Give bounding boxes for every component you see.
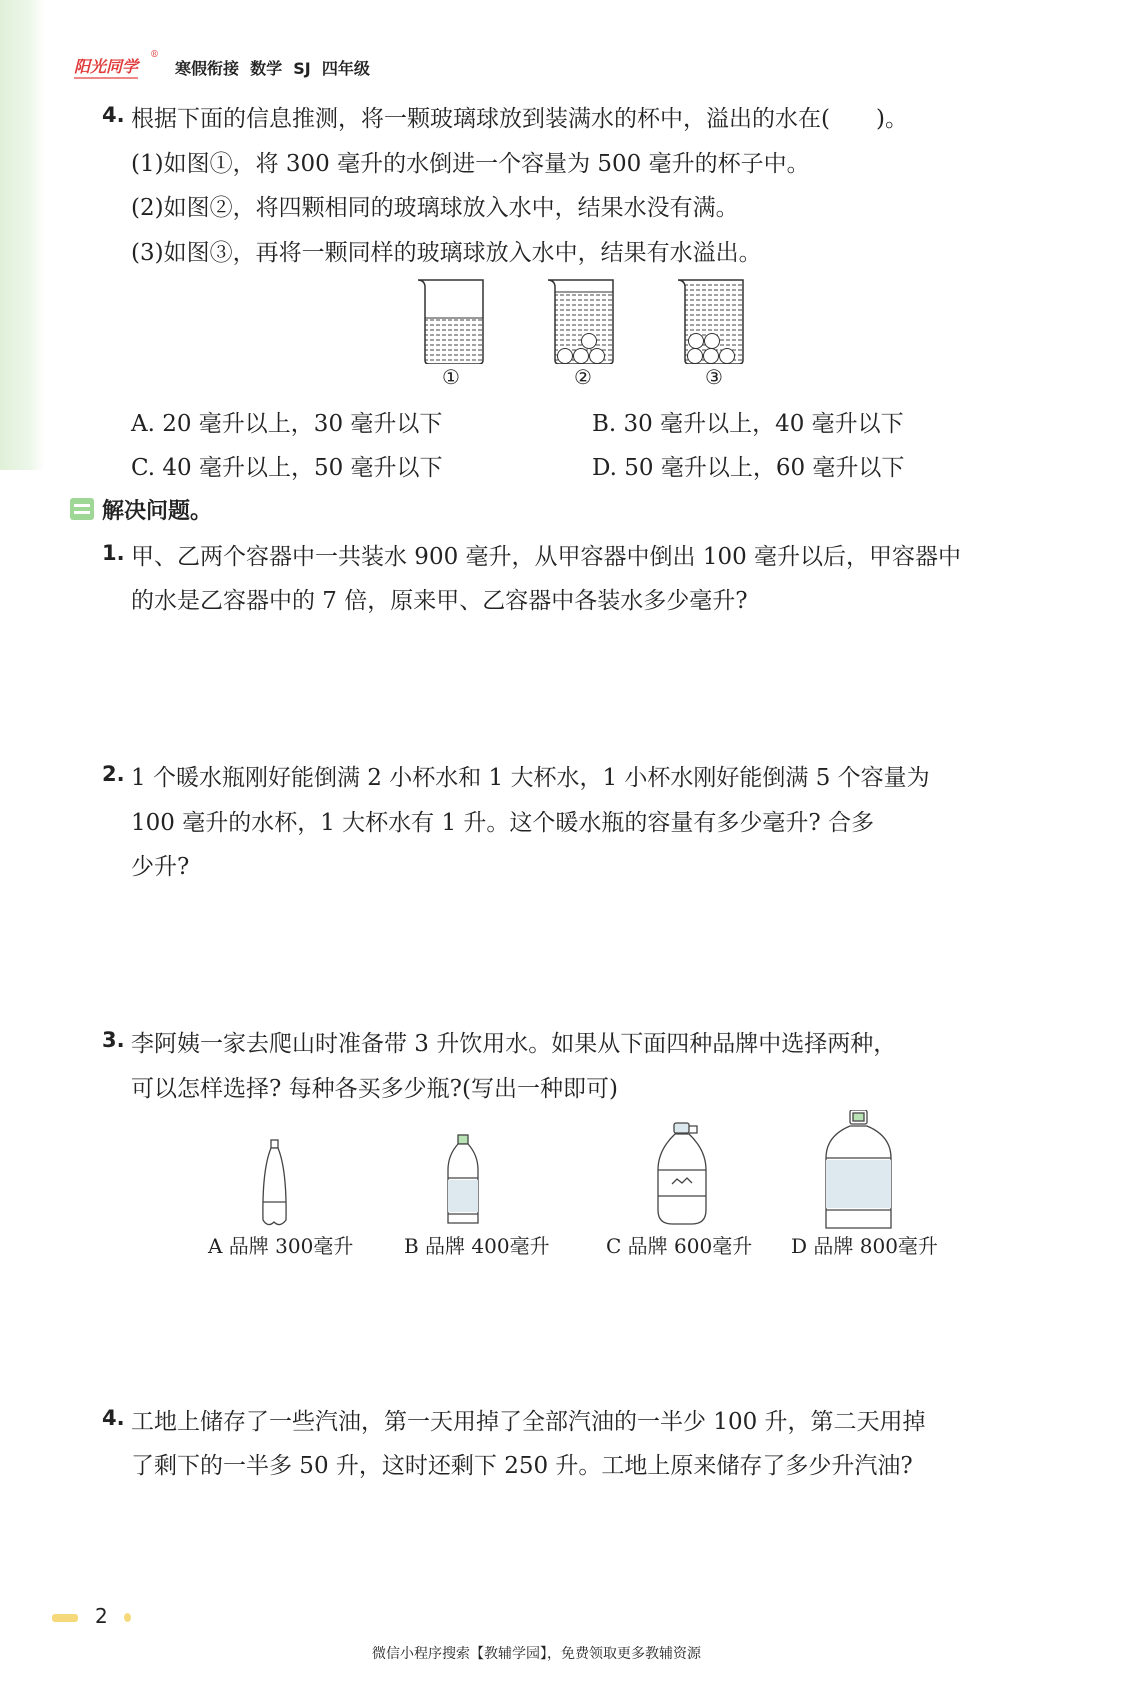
problem-3-line-1: 李阿姨一家去爬山时准备带 3 升饮用水。如果从下面四种品牌中选择两种， — [131, 1031, 897, 1057]
beaker-2 — [548, 280, 613, 364]
bottle-label-a: A 品牌 300毫升 — [208, 1234, 354, 1258]
book-title: 寒假衔接 数学 SJ 四年级 — [175, 59, 370, 78]
problem-4-line-1: 工地上储存了一些汽油，第一天用掉了全部汽油的一半少 100 升，第二天用掉 — [131, 1409, 926, 1435]
problem-2-line-1: 1 个暖水瓶刚好能倒满 2 小杯水和 1 大杯水，1 小杯水刚好能倒满 5 个容量为 — [131, 765, 930, 791]
question-number: 4. — [102, 103, 125, 127]
option-c: C. 40 毫升以上，50 毫升以下 — [131, 455, 443, 481]
condition-3: (3)如图③，再将一颗同样的玻璃球放入水中，结果有水溢出。 — [131, 240, 762, 266]
problem-2-line-2: 100 毫升的水杯，1 大杯水有 1 升。这个暖水瓶的容量有多少毫升? 合多 — [131, 810, 875, 836]
beaker-figures — [410, 272, 770, 364]
problem-2-number: 2. — [102, 762, 125, 786]
problem-1-line-1: 甲、乙两个容器中一共装水 900 毫升，从甲容器中倒出 100 毫升以后，甲容器中 — [131, 544, 962, 570]
bottle-d — [826, 1110, 891, 1228]
problem-4-line-2: 了剩下的一半多 50 升，这时还剩下 250 升。工地上原来储存了多少升汽油? — [131, 1453, 913, 1479]
beaker-1 — [418, 280, 483, 364]
page-number-decoration — [52, 1614, 78, 1622]
registered-mark: ® — [150, 50, 159, 60]
figure-label-2: ② — [574, 365, 592, 389]
figure-label-1: ① — [442, 365, 460, 389]
problem-1-line-2: 的水是乙容器中的 7 倍，原来甲、乙容器中各装水多少毫升? — [131, 588, 748, 614]
condition-2: (2)如图②，将四颗相同的玻璃球放入水中，结果水没有满。 — [131, 195, 739, 221]
bottle-c — [658, 1123, 706, 1224]
bottle-b — [448, 1135, 478, 1223]
section-number-icon — [70, 498, 94, 520]
bottle-label-c: C 品牌 600毫升 — [606, 1234, 753, 1258]
green-edge-strip — [0, 0, 44, 470]
brand-logo: 阳光同学 — [74, 54, 138, 79]
option-b: B. 30 毫升以上，40 毫升以下 — [592, 411, 904, 437]
page-number: 2 — [95, 1604, 108, 1628]
question-stem: 根据下面的信息推测，将一颗玻璃球放到装满水的杯中，溢出的水在( )。 — [131, 106, 908, 132]
problem-3-number: 3. — [102, 1028, 125, 1052]
footer-note: 微信小程序搜索【教辅学园】，免费领取更多教辅资源 — [372, 1646, 701, 1662]
problem-1-number: 1. — [102, 541, 125, 565]
problem-4-number: 4. — [102, 1406, 125, 1430]
beaker-3 — [678, 280, 743, 364]
option-a: A. 20 毫升以上，30 毫升以下 — [131, 411, 443, 437]
bottle-label-d: D 品牌 800毫升 — [791, 1234, 938, 1258]
bottle-figures — [240, 1110, 920, 1230]
condition-1: (1)如图①，将 300 毫升的水倒进一个容量为 500 毫升的杯子中。 — [131, 151, 810, 177]
bottle-a — [263, 1140, 286, 1225]
problem-3-line-2: 可以怎样选择? 每种各买多少瓶?(写出一种即可) — [131, 1076, 618, 1102]
bottle-label-b: B 品牌 400毫升 — [404, 1234, 550, 1258]
option-d: D. 50 毫升以上，60 毫升以下 — [592, 455, 905, 481]
figure-label-3: ③ — [705, 365, 723, 389]
section-title: 解决问题。 — [102, 499, 213, 524]
page-number-dot — [124, 1613, 131, 1622]
problem-2-line-3: 少升? — [131, 854, 190, 880]
